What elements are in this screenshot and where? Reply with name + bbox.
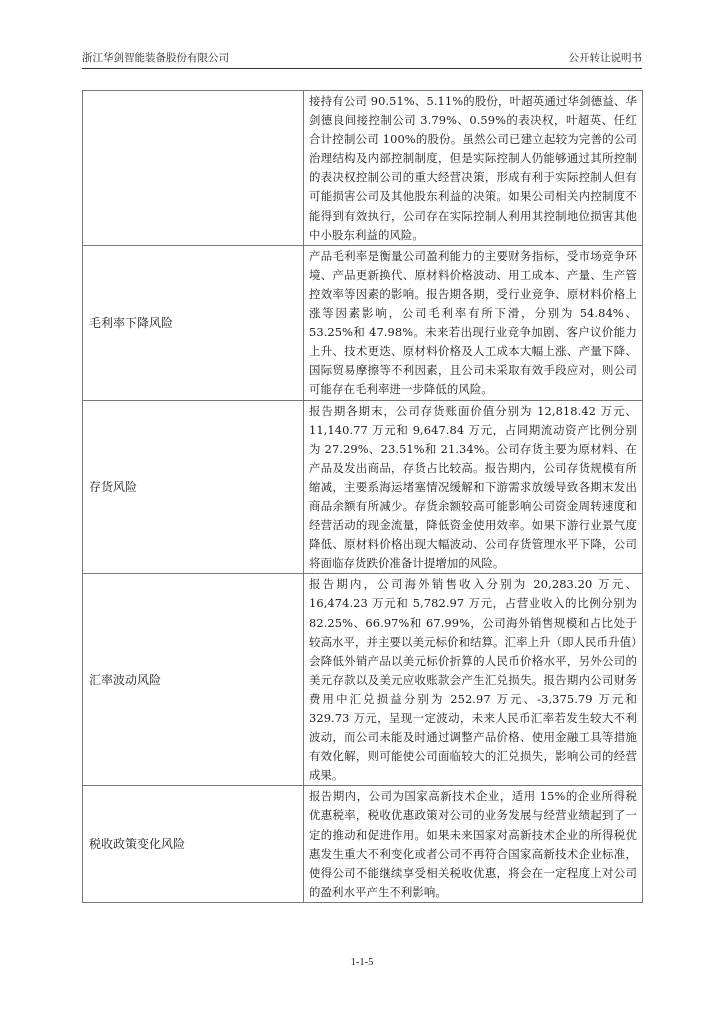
table-row [83, 245, 643, 400]
risk-name-cell [83, 91, 304, 246]
page-number: 1-1-5 [350, 957, 374, 968]
document-title: 公开转让说明书 [568, 52, 642, 64]
risk-description-cell: 报告期各期末，公司存货账面价值分别为 12,818.42 万元、11,140.77 万元和 9,647.84 万元，占同期流动资产比例分别为 27.29%、23.51%和 21.34%。公司存货主要为原材料、在产品及发出商品，存货占比较高。报告期内，公司存货规模有所缩减，主要系海运堵塞情况缓解和下游需求放缓导致各期末发出商品余额有所减少。存货余额较高可能影响公司资金周转速度和经营活动的现金流量，降低资金使用效率。如果下游行业景气度降低、原材料价格出现大幅波动、公司存货管理水平下降，公司将面临存货跌价准备计提增加的风险。 [304, 400, 643, 574]
company-name: 浙江华剑智能装备股份有限公司 [82, 52, 229, 64]
risk-name-cell: 毛利率下降风险 [83, 245, 304, 400]
table-row [83, 91, 643, 246]
table-row [83, 574, 643, 786]
risk-name-cell: 税收政策变化风险 [83, 786, 304, 903]
risk-name-cell: 汇率波动风险 [83, 574, 304, 786]
risk-description-cell: 报告期内，公司为国家高新技术企业，适用 15%的企业所得税优惠税率，税收优惠政策对公司的业务发展与经营业绩起到了一定的推动和促进作用。如果未来国家对高新技术企业的所得税优惠发生重大不利变化或者公司不再符合国家高新技术企业标准，使得公司不能继续享受相关税收优惠，将会在一定程度上对公司的盈利水平产生不利影响。 [304, 786, 643, 903]
risk-description-cell: 接持有公司 90.51%、5.11%的股份，叶超英通过华剑德益、华剑德良间接控制公司 3.79%、0.59%的表决权，叶超英、任红合计控制公司 100%的股份。虽然公司已建立起较为完善的公司治理结构及内部控制制度，但是实际控制人仍能够通过其所控制的表决权控制公司的重大经营决策，形成有利于实际控制人但有可能损害公司及其他股东利益的决策。如果公司相关内控制度不能得到有效执行，公司存在实际控制人利用其控制地位损害其他中小股东利益的风险。 [304, 91, 643, 246]
table-row [83, 786, 643, 903]
table-row [83, 400, 643, 574]
risk-name-cell: 存货风险 [83, 400, 304, 574]
risk-description-cell: 报告期内，公司海外销售收入分别为 20,283.20 万元、16,474.23 万元和 5,782.97 万元，占营业收入的比例分别为 82.25%、66.97%和 67.99%，公司海外销售规模和占比处于较高水平，并主要以美元标价和结算。汇率上升（即人民币升值）会降低外销产品以美元标价折算的人民币价格水平，另外公司的美元存款以及美元应收账款会产生汇兑损失。报告期内公司财务费用中汇兑损益分别为 252.97 万元、-3,375.79 万元和 329.73 万元，呈现一定波动，未来人民币汇率若发生较大不利波动，而公司未能及时通过调整产品价格、使用金融工具等措施有效化解，则可能使公司面临较大的汇兑损失，影响公司的经营成果。 [304, 574, 643, 786]
risk-factors-table [82, 90, 643, 903]
risk-description-cell: 产品毛利率是衡量公司盈利能力的主要财务指标，受市场竞争环境、产品更新换代、原材料价格波动、用工成本、产量、生产管控效率等因素的影响。报告期各期，受行业竞争、原材料价格上涨等因素影响，公司毛利率有所下滑，分别为 54.84%、53.25%和 47.98%。未来若出现行业竞争加剧、客户议价能力上升、技术更迭、原材料价格及人工成本大幅上涨、产量下降、国际贸易摩擦等不利因素，且公司未采取有效手段应对，则公司可能存在毛利率进一步降低的风险。 [304, 245, 643, 400]
page-header [82, 46, 642, 69]
